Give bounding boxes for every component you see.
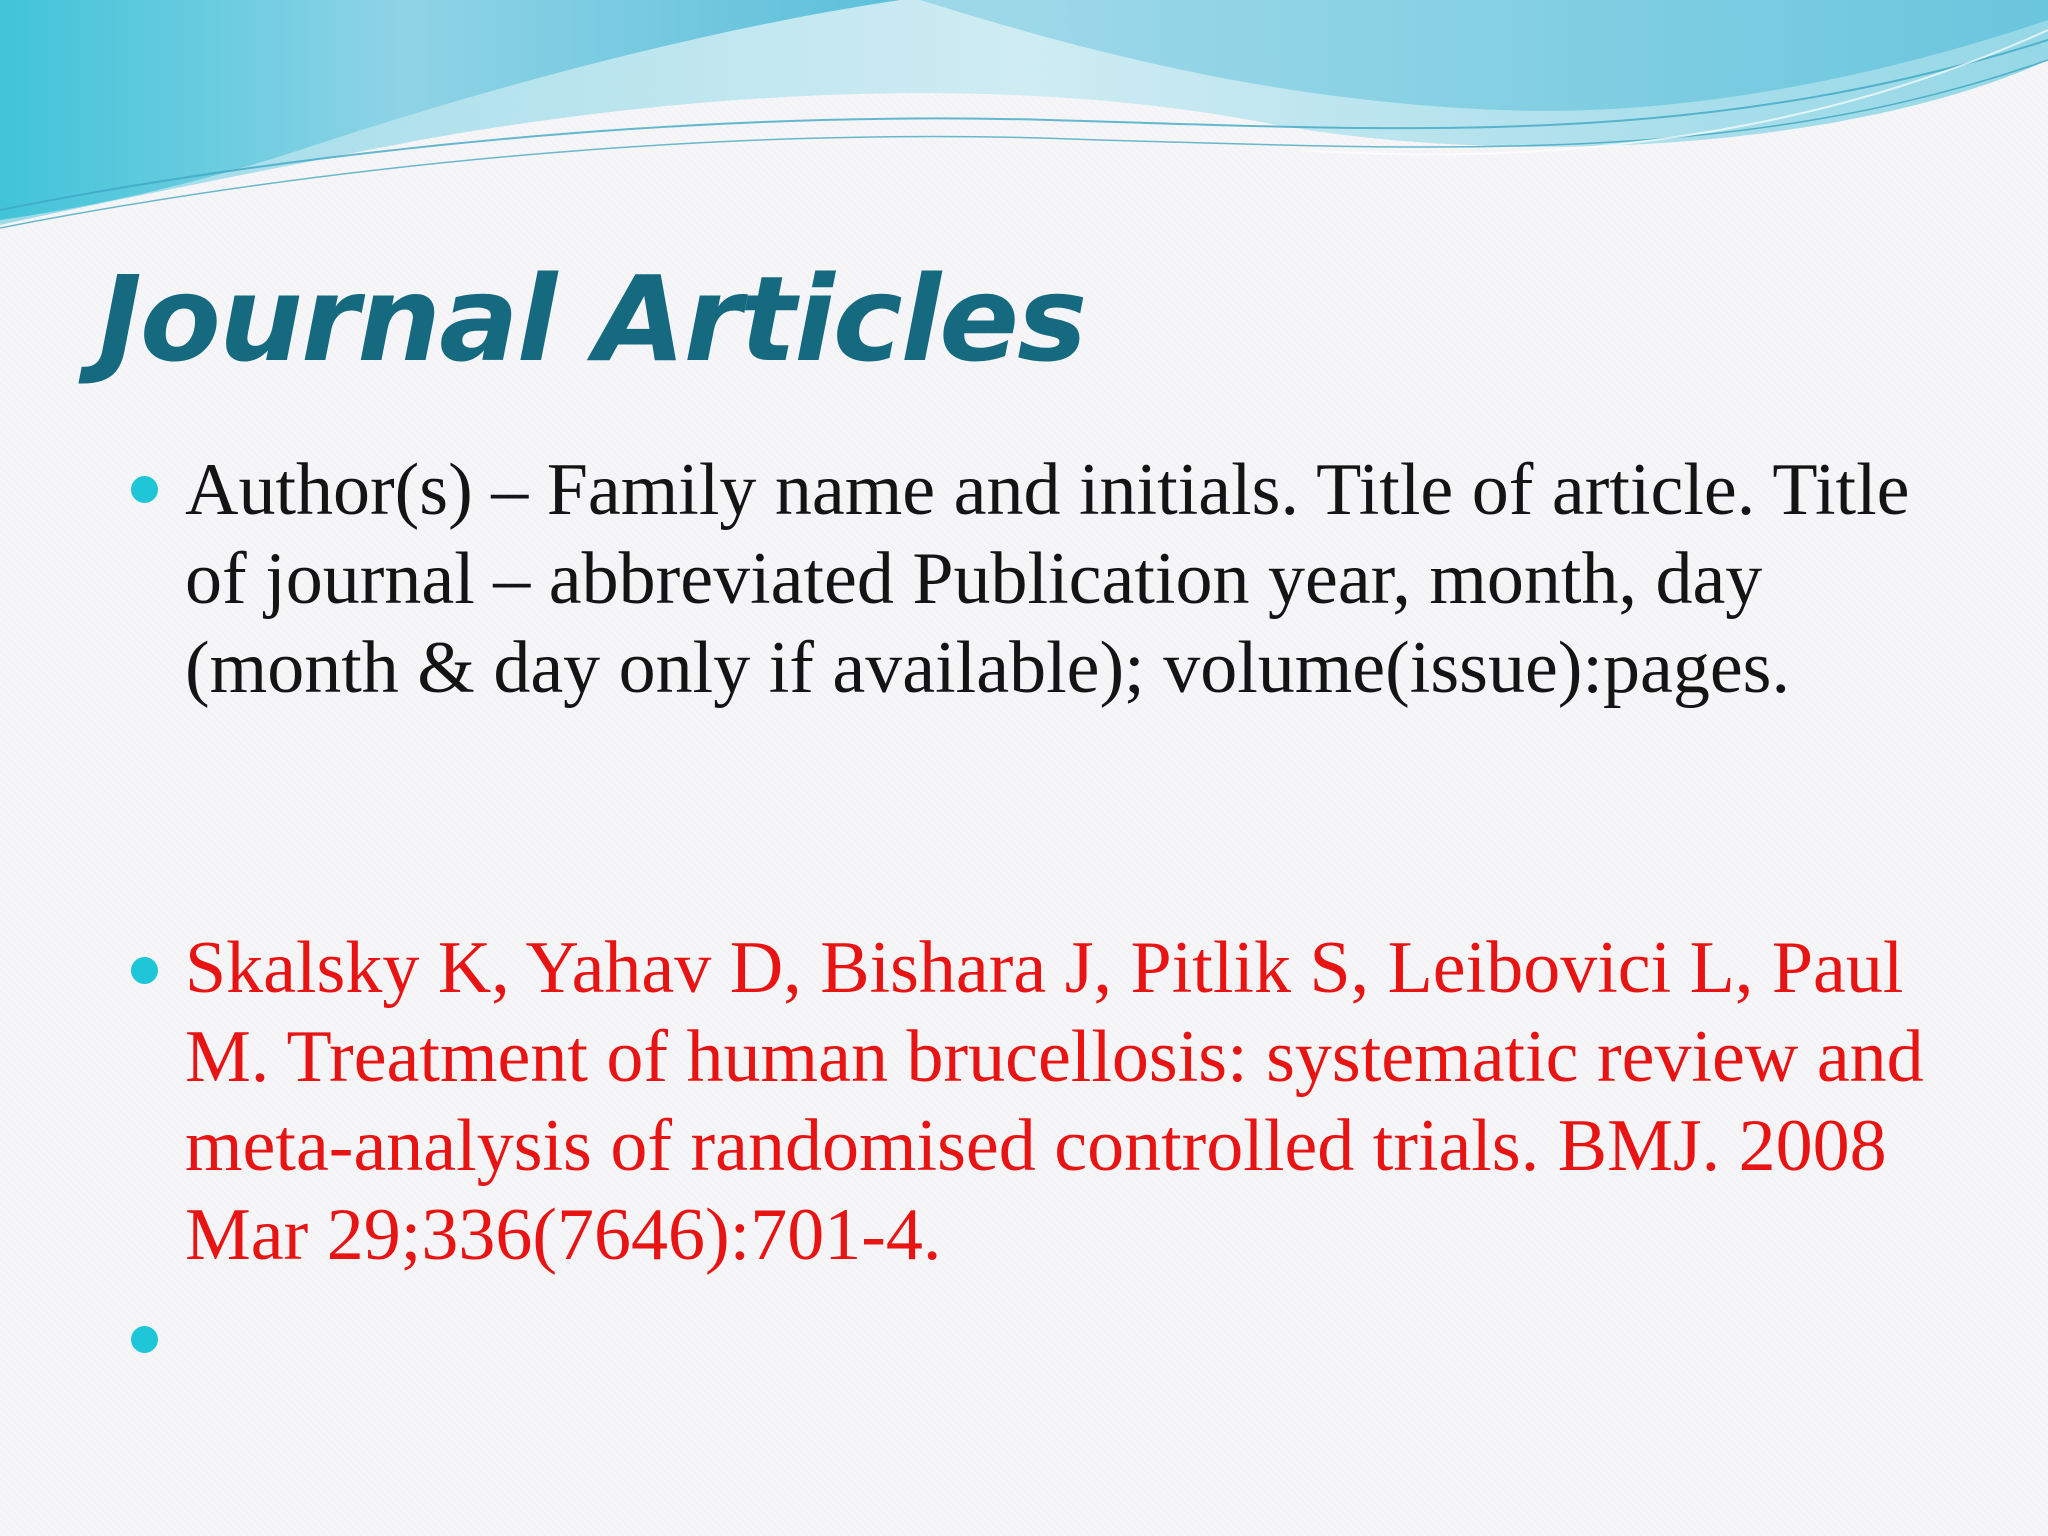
bullet-text-format: Author(s) – Family name and initials. Title of article. Title of journal – abbreviated Publication year, month, day (month & day only if available); volume(issue):pages. xyxy=(185,449,1910,709)
bullet-dot-icon xyxy=(131,957,158,984)
header-wave-decoration xyxy=(0,0,2048,240)
bullet-dot-icon xyxy=(131,476,158,503)
bullet-dot-icon xyxy=(131,1326,158,1353)
bullet-text-example: Skalsky K, Yahav D, Bishara J, Pitlik S, Leibovici L, Paul M. Treatment of human brucellosis: systematic review and meta-analysis of randomised controlled trials. BMJ. 2008 Mar 29;336(7646):701-4. xyxy=(185,927,1924,1276)
slide-title: Journal Articles xyxy=(98,250,1086,388)
